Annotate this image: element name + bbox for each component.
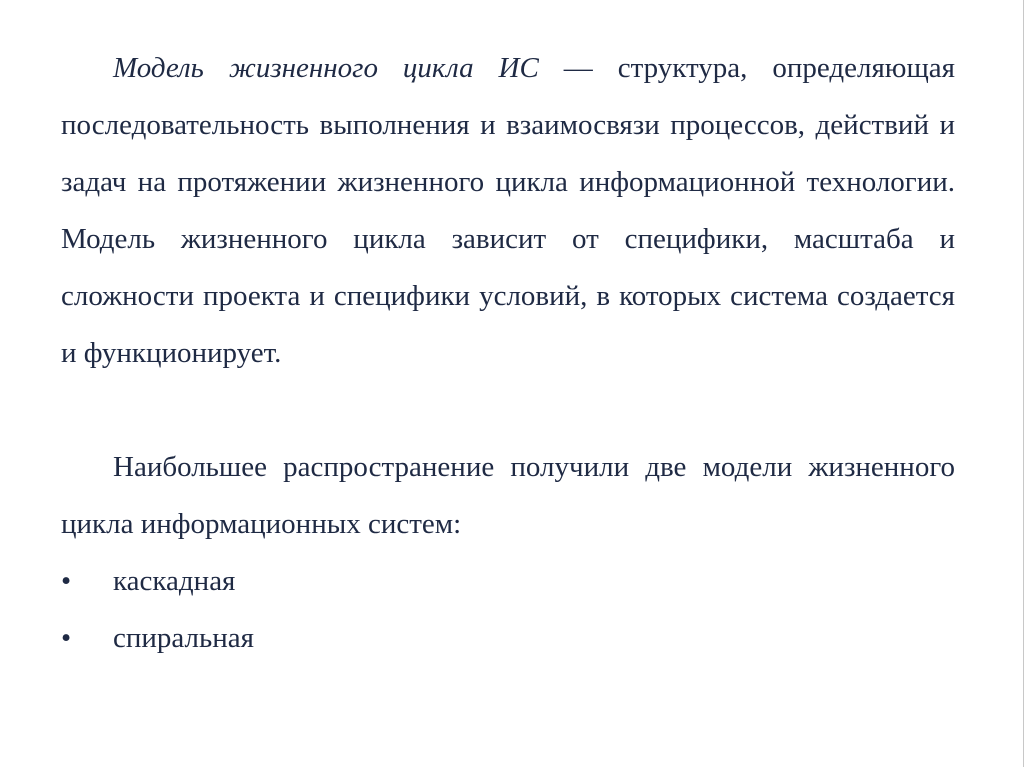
- slide-content: [61, 40, 955, 667]
- list-item: [61, 610, 955, 667]
- bullet-icon: •: [61, 622, 72, 654]
- list-item: [61, 553, 955, 610]
- models-intro-paragraph: Наибольшее распространение получили две модели жизненного цикла информационных систем:: [61, 451, 955, 540]
- models-list: [61, 553, 955, 667]
- definition-paragraph: [61, 40, 955, 382]
- definition-term: Модель жизненного цикла ИС: [113, 52, 539, 84]
- paragraph-gap: [61, 382, 955, 439]
- list-item-label: спиральная: [113, 622, 254, 654]
- bullet-icon: •: [61, 565, 72, 597]
- list-item-label: каскадная: [113, 565, 236, 597]
- definition-text: — структура, определяющая последовательность выполнения и взаимосвязи процессов, действий и задач на протяжении жизненного цикла информационной технологии. Модель жизненного цикла зависит от специфики, масштаба и сложности проекта и специфики условий, в которых система создается и функционирует.: [61, 52, 955, 369]
